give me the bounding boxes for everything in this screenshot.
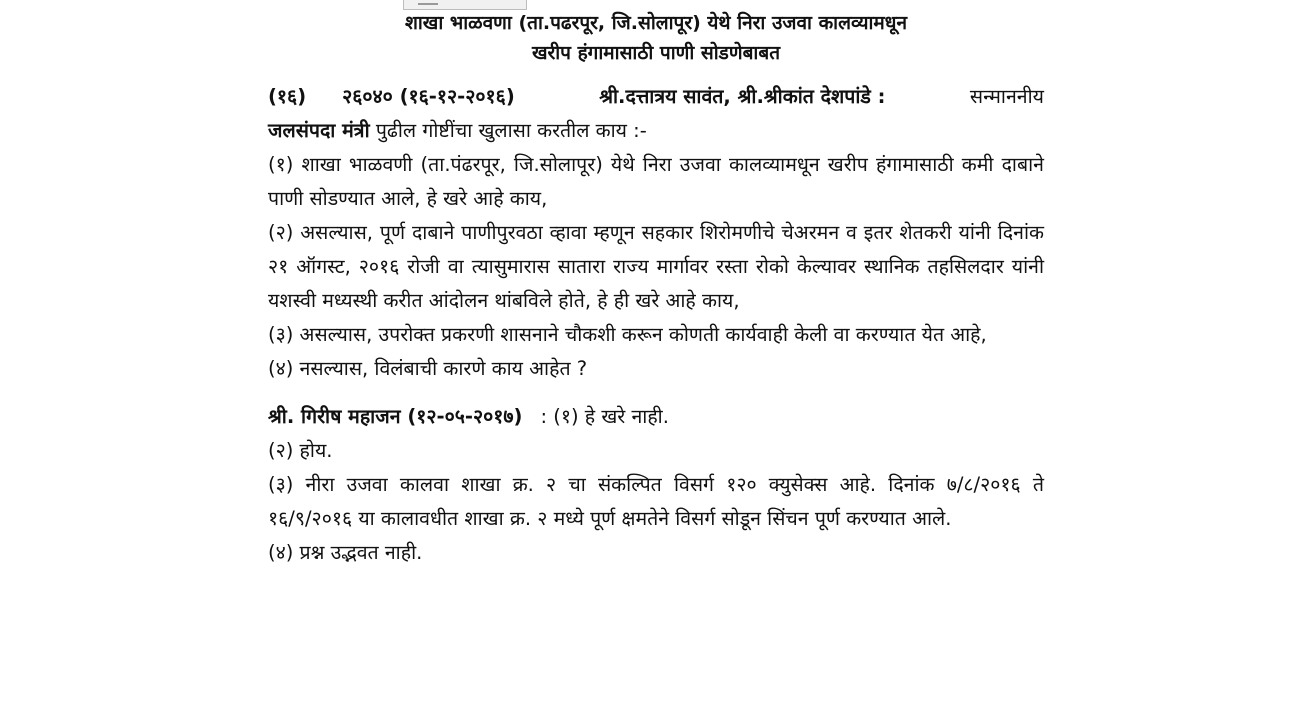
- document-page: [268, 8, 1044, 570]
- question-header: [268, 80, 1044, 114]
- answer-minister: श्री. गिरीष महाजन (१२-०५-२०१७): [268, 405, 523, 428]
- question-salutation: सन्माननीय: [969, 85, 1044, 108]
- answer-part-3: (३) नीरा उजवा कालवा शाखा क्र. २ चा संकल्पित विसर्ग १२० क्युसेक्स आहे. दिनांक ७/८/२०१६ ते १६/९/२०१६ या कालावधीत शाखा क्र. २ मध्ये पूर्ण क्षमतेने विसर्ग सोडून सिंचन पूर्ण करण्यात आले.: [268, 473, 1044, 530]
- question-part-3: (३) असल्यास, उपरोक्त प्रकरणी शासनाने चौकशी करून कोणती कार्यवाही केली वा करण्यात येत आहे,: [268, 323, 987, 346]
- question-intro: पुढील गोष्टींचा खुलासा करतील काय :-: [375, 119, 647, 142]
- title-line-2: खरीप हंगामासाठी पाणी सोडणेबाबत: [531, 42, 781, 64]
- question-members: श्री.दत्तात्रय सावंत, श्री.श्रीकांत देशपांडे :: [599, 85, 886, 108]
- title-line-1: शाखा भाळवणा (ता.पढरपूर, जि.सोलापूर) येथे निरा उजवा कालव्यामधून: [404, 12, 908, 34]
- answer-part-1: : (१) हे खरे नाही.: [540, 405, 669, 428]
- question-intro-line: [268, 114, 1044, 148]
- answer-part-4: (४) प्रश्न उद्भवत नाही.: [268, 541, 423, 564]
- question-minister: जलसंपदा मंत्री: [268, 119, 370, 142]
- question-part-2: (२) असल्यास, पूर्ण दाबाने पाणीपुरवठा व्हावा म्हणून सहकार शिरोमणीचे चेअरमन व इतर शेतकरी यांनी दिनांक २१ ऑगस्ट, २०१६ रोजी वा त्यासुमारास सातारा राज्य मार्गावर रस्ता रोको केल्यावर स्थानिक तहसिलदार यांनी यशस्वी मध्यस्थी करीत आंदोलन थांबविले होते, हे ही खरे आहे काय,: [268, 221, 1044, 312]
- question-part-1: (१) शाखा भाळवणी (ता.पंढरपूर, जि.सोलापूर) येथे निरा उजवा कालव्यामधून खरीप हंगामासाठी कमी दाबाने पाणी सोडण्यात आले, हे खरे आहे काय,: [268, 153, 1044, 210]
- question-block: [268, 80, 1044, 386]
- answer-part-2: (२) होय.: [268, 439, 333, 462]
- answer-header: [268, 400, 1044, 434]
- question-part-4: (४) नसल्यास, विलंबाची कारणे काय आहेत ?: [268, 357, 588, 380]
- document-title: [268, 8, 1044, 68]
- answer-block: [268, 400, 1044, 570]
- question-number: (१६): [268, 85, 307, 108]
- question-id-date: २६०४० (१६-१२-२०१६): [342, 85, 515, 108]
